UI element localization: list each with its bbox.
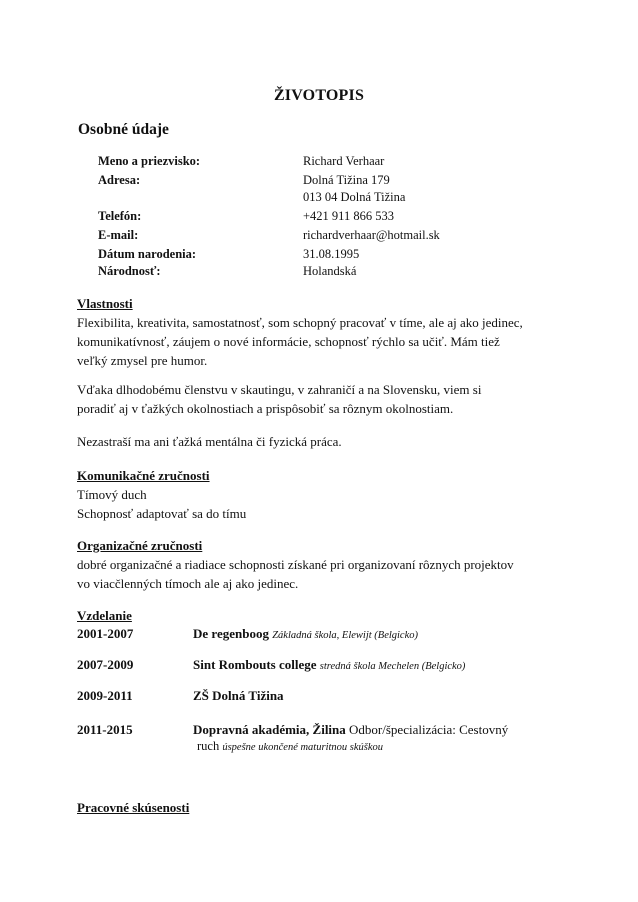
nationality-value: Holandská: [303, 264, 357, 278]
phone-label: Telefón:: [98, 209, 142, 223]
personal-heading: Osobné údaje: [78, 121, 169, 138]
school-detail: Odbor/špecializácia: Cestovný: [349, 722, 509, 737]
nationality-label: Národnosť:: [98, 264, 161, 278]
communication-heading: Komunikačné zručnosti: [77, 468, 210, 483]
education-entry: [193, 657, 465, 673]
school-name: De regenboog: [193, 626, 269, 641]
education-years: 2001-2007: [77, 626, 134, 641]
education-years: 2009-2011: [77, 688, 133, 703]
education-years: 2007-2009: [77, 657, 134, 672]
school-name: ZŠ Dolná Tižina: [193, 688, 284, 703]
education-heading: Vzdelanie: [77, 608, 132, 623]
email-value: richardverhaar@hotmail.sk: [303, 228, 440, 242]
name-label: Meno a priezvisko:: [98, 154, 201, 168]
education-entry: [193, 722, 508, 738]
dob-label: Dátum narodenia:: [98, 247, 197, 261]
text-line: komunikatívnosť, záujem o nové informácie, schopnosť rýchlo sa učiť. Mám tiež: [77, 334, 500, 349]
organization-text: [77, 555, 567, 593]
email-label: E-mail:: [98, 228, 139, 242]
education-years: 2011-2015: [77, 722, 133, 737]
document-title: ŽIVOTOPIS: [273, 87, 365, 104]
text-line: vo viacčlenných tímoch ale aj ako jedinec.: [77, 576, 299, 591]
school-detail: stredná škola Mechelen (Belgicko): [319, 661, 466, 672]
education-entry: [193, 688, 284, 704]
address-line-1: Dolná Tižina 179: [303, 173, 390, 187]
address-line-2: 013 04 Dolná Tižina: [303, 190, 406, 204]
address-label: Adresa:: [98, 173, 141, 187]
phone-value: +421 911 866 533: [303, 209, 394, 223]
name-value: Richard Verhaar: [303, 154, 385, 168]
text-line: Vďaka dlhodobému členstvu v skautingu, v zahraničí a na Slovensku, viem si: [77, 382, 482, 397]
text-line: Schopnosť adaptovať sa do tímu: [77, 506, 247, 521]
work-heading: Pracovné skúsenosti: [77, 800, 190, 815]
text-line: Nezastraší ma ani ťažká mentálna či fyzická práca.: [77, 434, 342, 449]
text-line: veľký zmysel pre humor.: [77, 353, 208, 368]
school-detail: Základná škola, Elewijt (Belgicko): [272, 630, 419, 641]
dob-value: 31.08.1995: [303, 247, 360, 261]
qualities-paragraph-1: [77, 313, 567, 370]
qualities-heading: Vlastnosti: [77, 296, 133, 311]
education-entry: [193, 626, 418, 642]
qualities-paragraph-3: [77, 432, 567, 451]
organization-heading: Organizačné zručnosti: [77, 538, 203, 553]
text-fragment-italic: úspešne ukončené maturitnou skúškou: [222, 742, 384, 753]
text-line: poradiť aj v ťažkých okolnostiach a prispôsobiť sa rôznym okolnostiam.: [77, 401, 454, 416]
text-fragment: ruch: [197, 739, 220, 753]
text-line: dobré organizačné a riadiace schopnosti získané pri organizovaní rôznych projektov: [77, 557, 514, 572]
communication-list: [77, 485, 567, 523]
school-name: Sint Rombouts college: [193, 657, 317, 672]
school-name: Dopravná akadémia, Žilina: [193, 722, 346, 737]
text-line: Tímový duch: [77, 487, 147, 502]
text-line: Flexibilita, kreativita, samostatnosť, som schopný pracovať v tíme, ale aj ako jedinec,: [77, 315, 523, 330]
education-entry-continuation: [197, 739, 383, 754]
qualities-paragraph-2: [77, 380, 567, 418]
